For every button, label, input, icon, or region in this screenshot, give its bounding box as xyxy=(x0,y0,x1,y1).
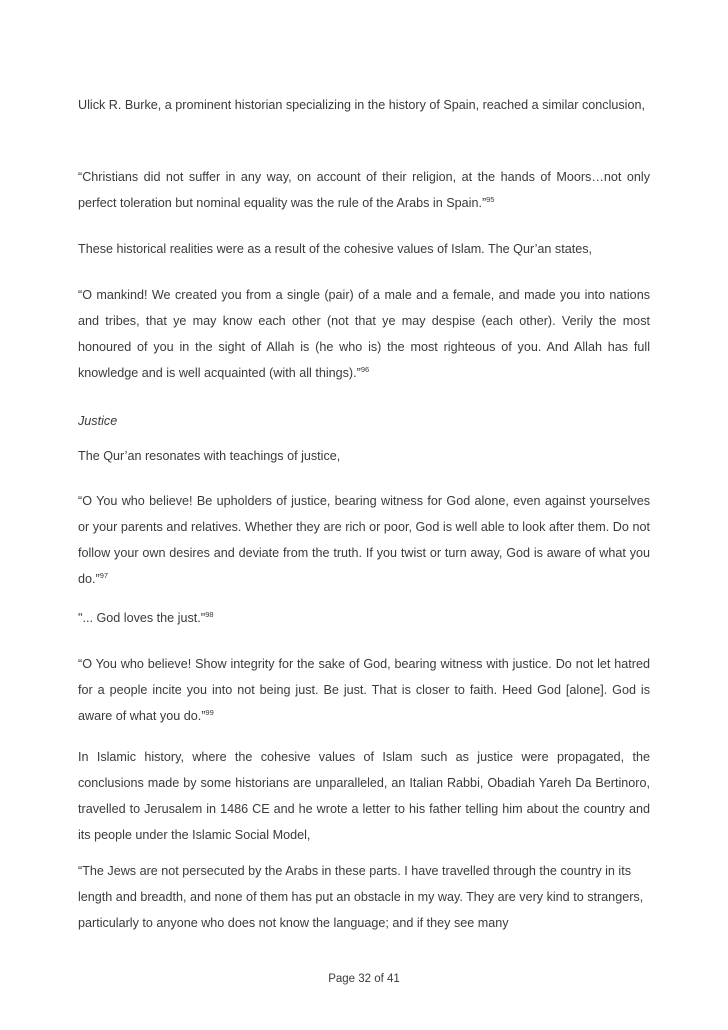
footnote-marker: 97 xyxy=(99,571,109,580)
footnote-marker: 95 xyxy=(486,195,495,204)
section-heading-justice: Justice xyxy=(78,414,118,428)
quote-upholders-of-justice: “O You who believe! Be upholders of justice, bearing witness for God alone, even against yourselves or your parents and relatives. Whether they are rich or poor, God is well able to look after them. Do not follow your own desires and deviate from the truth. If you twist or turn away, God is aware of what you do.”$^{97}$ xyxy=(78,494,650,586)
quote-burke: “Christians did not suffer in any way, on account of their religion, at the hands of Moors…not only perfect toleration but nominal equality was the rule of the Arabs in Spain.”$^{95}$ xyxy=(78,170,650,210)
footnote-marker: 96 xyxy=(360,365,370,374)
paragraph-islamic-history: In Islamic history, where the cohesive values of Islam such as justice were propagated, the conclusions made by some historians are unparalleled, an Italian Rabbi, Obadiah Yareh Da Bertinoro, travelled to Jerusalem in 1486 CE and he wrote a letter to his father telling him about the country and its people under the Islamic Social Model, xyxy=(78,750,650,842)
paragraph-justice-intro: The Qur’an resonates with teachings of justice, xyxy=(78,449,341,463)
paragraph-quran-states: These historical realities were as a result of the cohesive values of Islam. The Qur’an states, xyxy=(78,242,593,256)
paragraph-burke-intro: Ulick R. Burke, a prominent historian specializing in the history of Spain, reached a similar conclusion, xyxy=(78,98,645,112)
footnote-marker: 99 xyxy=(205,708,214,717)
quote-bertinoro-letter: “The Jews are not persecuted by the Arabs in these parts. I have travelled through the country in its length and breadth, and none of them has put an obstacle in my way. They are very kind to strangers, particularly to anyone who does not know the language; and if they see many xyxy=(78,864,644,930)
quote-mankind: “O mankind! We created you from a single (pair) of a male and a female, and made you into nations and tribes, that ye may know each other (not that ye may despise (each other). Verily the most honoured of you in the sight of Allah is (he who is) the most righteous of you. And Allah has full knowledge and is well acquainted (with all things).”$^{96}$ xyxy=(78,288,650,380)
footnote-marker: 98 xyxy=(205,610,214,619)
quote-god-loves-just: "... God loves the just."$^{98}$ xyxy=(78,610,214,625)
page-number-footer: Page 32 of 41 xyxy=(328,973,400,985)
quote-show-integrity: “O You who believe! Show integrity for the sake of God, bearing witness with justice. Do not let hatred for a people incite you into not being just. Be just. That is closer to faith. Heed God [alone]. God is aware of what you do.”$^{99}$ xyxy=(78,657,650,723)
